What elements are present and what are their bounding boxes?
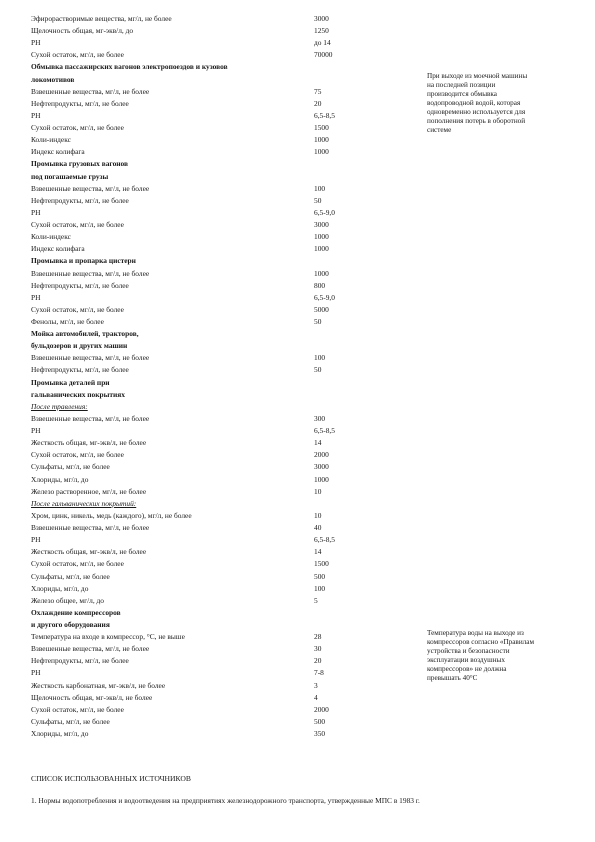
section-heading [31,389,571,400]
parameter-value: 100 [314,183,326,193]
note-line: эксплуатации воздушных [427,656,505,664]
note-line: устройства и безопасности [427,647,510,655]
parameter-name: Хлориды, мг/л, до [31,729,89,739]
table-row [31,413,571,424]
table-row [31,268,571,279]
references-list [31,796,571,805]
parameter-name: Эфирорастворимые вещества, мг/л, не более [31,14,172,23]
parameter-value: 28 [314,632,322,642]
parameter-value: 3000 [314,14,329,23]
parameter-name: PH [31,292,41,302]
parameter-name: Нефтепродукты, мг/л, не более [31,280,129,290]
parameter-name: Мойка автомобилей, тракторов, [31,329,139,339]
reference-item: 1. Нормы водопотребления и водоотведения на предприятиях железнодорожного транспорта, утвержденные МПС в 1983 г. [31,796,420,805]
note-line: производится обмывка [427,90,498,98]
table-row [31,449,571,460]
section-heading [31,607,571,618]
note-line: При выходе из моечной машины [427,72,528,80]
parameter-value: 50 [314,365,322,375]
parameter-value: 10 [314,486,322,496]
parameter-value: 14 [314,438,322,448]
parameter-value: 5000 [314,304,329,314]
note-line: системе [427,126,452,134]
parameter-value: 1000 [314,268,329,278]
parameter-value: 50 [314,195,322,205]
parameter-value: 1500 [314,123,329,133]
parameter-value: 800 [314,280,326,290]
parameter-name: Промывка и пропарка цистерн [31,256,136,266]
parameter-value: 7-8 [314,668,324,678]
parameter-name: PH [31,426,41,436]
table-row [31,692,571,703]
parameter-name: Щелочность общая, мг-экв/л, не более [31,692,153,702]
table-row [31,558,571,569]
note-line: пополнения потерь в оборотной [427,117,526,125]
parameter-name: Жесткость карбонатная, мг-экв/л, не более [31,680,166,690]
section-heading [31,171,571,182]
parameter-name: Хлориды, мг/л, до [31,583,89,593]
section-heading [31,255,571,266]
parameter-name: Сульфаты, мг/л, не более [31,462,110,472]
parameter-name: Индекс колифага [31,244,85,254]
table-row [31,425,571,436]
table-row [31,134,571,145]
parameter-value: 100 [314,353,326,363]
table-row [31,595,571,606]
table-row [31,728,571,739]
section-heading [31,328,571,339]
parameter-value: 6,5-9,0 [314,207,335,217]
parameter-name: Фенолы, мг/л, не более [31,317,104,326]
parameter-name: Жесткость общая, мг-экв/л, не более [31,547,147,557]
table-row [31,474,571,485]
note-line: одновременно используется для [427,108,526,116]
note-line: компрессоров согласно «Правилам [427,638,534,646]
parameter-value: 5 [314,595,318,605]
parameter-name: бульдозеров и других машин [31,341,128,351]
parameter-name: Взвешенные вещества, мг/л, не более [31,413,150,423]
section-heading [31,158,571,169]
parameter-name: Взвешенные вещества, мг/л, не более [31,644,150,654]
parameter-name: локомотивов [31,74,75,84]
compressor-temperature-note [427,629,567,683]
parameter-value: 1000 [314,244,329,254]
note-line: водопроводной водой, которая [427,99,521,107]
parameter-value: 350 [314,729,326,739]
table-row [31,280,571,291]
note-line: превышать 40°С [427,674,478,682]
parameter-value: 20 [314,656,322,666]
parameter-value: 1000 [314,135,329,145]
table-row [31,546,571,557]
note-line: Температура воды на выходе из [427,629,524,637]
parameter-name: PH [31,38,41,48]
parameter-name: Сухой остаток, мг/л, не более [31,559,124,569]
parameter-name: Нефтепродукты, мг/л, не более [31,365,129,375]
parameter-value: 50 [314,317,322,326]
parameter-name: Жесткость общая, мг-экв/л, не более [31,438,147,448]
parameter-name: Сульфаты, мг/л, не более [31,716,110,726]
parameter-value: 2000 [314,704,329,714]
subsection-heading [31,401,571,412]
parameter-name: и другого оборудования [31,620,110,629]
table-row [31,304,571,315]
table-row [31,243,571,254]
parameter-name: Хром, цинк, никель, медь (каждого), мг/л, не более [31,510,192,520]
parameter-value: 30 [314,644,322,654]
parameter-value: 300 [314,413,326,423]
parameter-value: 14 [314,547,322,557]
parameter-name: Взвешенные вещества, мг/л, не более [31,86,150,96]
parameter-name: Температура на входе в компрессор, °С, не выше [31,632,185,642]
parameter-value: 1000 [314,232,329,242]
table-row [31,25,571,36]
parameter-value: 3000 [314,220,329,230]
parameter-value: 6,5-9,0 [314,292,335,302]
parameter-value: 3000 [314,462,329,472]
parameter-value: 500 [314,571,326,581]
parameter-name: Сухой остаток, мг/л, не более [31,704,124,714]
parameter-value: 1000 [314,474,329,484]
parameter-value: 6,5-8,5 [314,535,335,545]
table-row [31,195,571,206]
parameter-name: PH [31,668,41,678]
table-row [31,146,571,157]
parameter-name: Сухой остаток, мг/л, не более [31,123,124,133]
note-line: на последней позиции [427,81,496,89]
parameter-name: Щелочность общая, мг-экв/л, до [31,26,134,36]
table-row [31,292,571,303]
parameter-value: 500 [314,716,326,726]
parameter-value: 1000 [314,147,329,157]
parameter-value: 75 [314,86,322,96]
parameter-value: 2000 [314,450,329,460]
section-heading [31,61,571,72]
parameter-name: Промывка грузовых вагонов [31,159,129,169]
section-heading [31,377,571,388]
washing-machine-note [427,72,567,135]
parameter-name: Хлориды, мг/л, до [31,474,89,484]
parameter-name: PH [31,207,41,217]
note-line: компрессоров» не должна [427,665,507,673]
parameter-value: 1500 [314,559,329,569]
parameter-name: Взвешенные вещества, мг/л, не более [31,268,150,278]
table-row [31,37,571,48]
subsection-heading [31,498,571,509]
parameter-name: Взвешенные вещества, мг/л, не более [31,353,150,363]
parameter-name: После гальванических покрытий: [31,498,137,508]
table-row [31,13,571,24]
parameter-value: 40 [314,523,322,533]
parameter-name: Нефтепродукты, мг/л, не более [31,98,129,108]
table-row [31,316,571,327]
parameter-value: 6,5-8,5 [314,426,335,436]
parameter-name: Взвешенные вещества, мг/л, не более [31,183,150,193]
table-row [31,183,571,194]
table-row [31,461,571,472]
parameter-name: Сухой остаток, мг/л, не более [31,450,124,460]
table-row [31,716,571,727]
parameter-name: PH [31,535,41,545]
table-row [31,534,571,545]
parameter-name: Железо общее, мг/л, до [31,595,105,605]
parameter-name: Сухой остаток, мг/л, не более [31,50,124,60]
parameter-value: 4 [314,692,318,702]
parameter-name: Взвешенные вещества, мг/л, не более [31,523,150,533]
section-heading [31,340,571,351]
table-row [31,571,571,582]
parameter-value: 70000 [314,50,333,60]
parameter-name: Нефтепродукты, мг/л, не более [31,195,129,205]
table-row [31,486,571,497]
parameter-name: Коли-индекс [31,135,71,145]
table-row [31,583,571,594]
parameter-name: PH [31,110,41,120]
parameter-value: 3 [314,680,318,690]
parameter-name: Сухой остаток, мг/л, не более [31,220,124,230]
parameter-name: Промывка деталей при [31,377,110,387]
references-title: СПИСОК ИСПОЛЬЗОВАННЫХ ИСТОЧНИКОВ [31,774,191,783]
table-row [31,207,571,218]
parameter-name: Обмывка пассажирских вагонов электропоездов и кузовов [31,62,228,72]
parameter-name: под погашаемые грузы [31,171,109,181]
parameter-name: Железо растворенное, мг/л, не более [31,486,147,496]
table-row [31,49,571,60]
parameter-name: После травления: [31,401,88,411]
parameter-value: до 14 [314,38,331,48]
parameter-name: Охлаждение компрессоров [31,607,121,617]
parameter-name: Сульфаты, мг/л, не более [31,571,110,581]
parameter-value: 10 [314,510,322,520]
parameter-value: 100 [314,583,326,593]
table-row [31,704,571,715]
table-row [31,219,571,230]
parameter-value: 20 [314,98,322,108]
table-row [31,437,571,448]
parameter-name: Индекс колифага [31,147,85,157]
table-row [31,510,571,521]
table-row [31,231,571,242]
parameter-name: гальванических покрытиях [31,389,125,399]
table-row [31,352,571,363]
parameter-value: 1250 [314,26,329,36]
parameter-name: Нефтепродукты, мг/л, не более [31,656,129,666]
parameter-name: Коли-индекс [31,232,71,242]
table-row [31,522,571,533]
parameter-value: 6,5-8,5 [314,110,335,120]
table-row [31,364,571,375]
parameter-name: Сухой остаток, мг/л, не более [31,304,124,314]
